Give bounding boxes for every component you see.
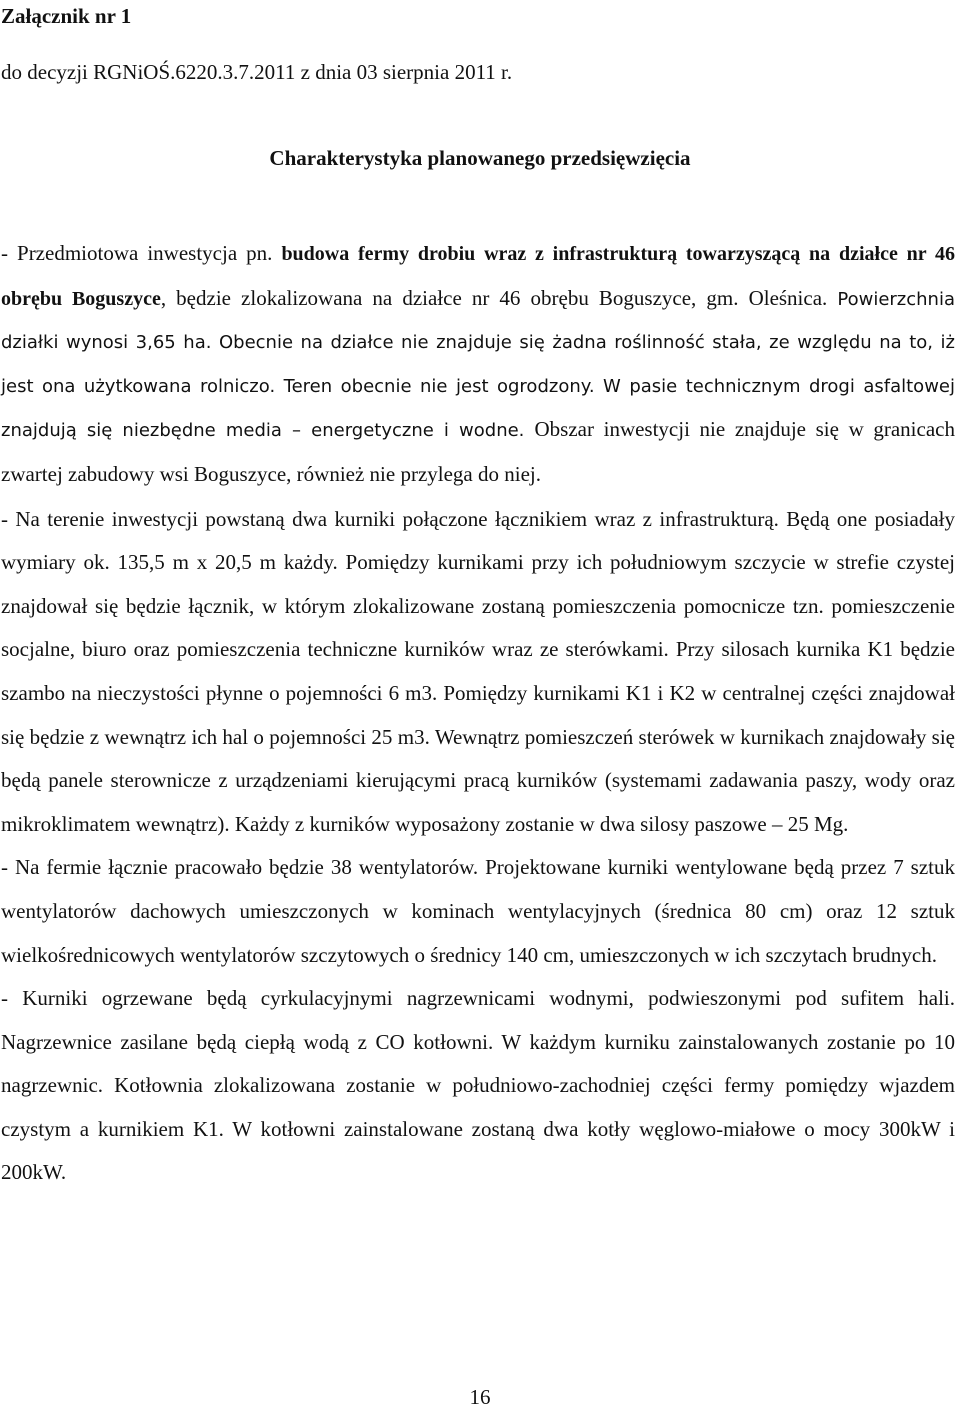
paragraph-ventilation: - Na fermie łącznie pracowało będzie 38 wentylatorów. Projektowane kurniki wentylowane będą przez 7 sztuk wentylatorów dachowych umieszczonych w kominach wentylacyjnych (średnica 80 cm) oraz 12 sztuk wielkośrednicowych wentylatorów szczytowych o średnicy 140 cm, umieszczonych w ich szczytach brudnych. — [1, 855, 955, 967]
paragraph-investment-location — [1, 232, 955, 498]
annex-title: Załącznik nr 1 — [1, 4, 132, 28]
location-text: , będzie zlokalizowana na działce nr 46 obrębu Boguszyce, gm. Oleśnica. — [160, 285, 838, 310]
document-body — [1, 232, 955, 1195]
area-boundary-text: Obszar inwestycji nie znajduje się w granicach zwartej zabudowy wsi Boguszyce, również nie przylega do niej. — [1, 417, 955, 486]
investment-name: budowa fermy drobiu wraz z infrastrukturą towarzyszącą na działce nr 46 obrębu Boguszyce — [1, 243, 955, 310]
paragraph-lead: - Przedmiotowa inwestycja pn. — [1, 241, 282, 265]
section-title: Charakterystyka planowanego przedsięwzięcia — [269, 146, 691, 170]
decision-reference: do decyzji RGNiOŚ.6220.3.7.2011 z dnia 03 sierpnia 2011 r. — [1, 60, 513, 84]
page-number: 16 — [469, 1385, 491, 1409]
paragraph-heating: - Kurniki ogrzewane będą cyrkulacyjnymi nagrzewnicami wodnymi, podwieszonymi pod sufitem hali. Nagrzewnice zasilane będą ciepłą wodą z CO kotłowni. W każdym kurniku zainstalowanych zostanie po 10 nagrzewnic. Kotłownia zlokalizowana zostanie w południowo-zachodniej części fermy pomiędzy wjazdem czystym a kurnikiem K1. W kotłowni zainstalowane zostaną dwa kotły węglowo-miałowe o mocy 300kW i 200kW. — [1, 986, 955, 1185]
paragraph-poultry-houses: - Na terenie inwestycji powstaną dwa kurniki połączone łącznikiem wraz z infrastrukturą. Będą one posiadały wymiary ok. 135,5 m x 20,5 m każdy. Pomiędzy kurnikami przy ich południowym szczycie w strefie czystej znajdował się będzie łącznik, w którym zlokalizowane zostaną pomieszczenia pomocnicze tzn. pomieszczenie socjalne, biuro oraz pomieszczenia techniczne kurników wraz ze sterówkami. Przy silosach kurnika K1 będzie szambo na nieczystości płynne o pojemności 6 m3. Pomiędzy kurnikami K1 i K2 w centralnej części znajdował się będzie z wewnątrz ich hal o pojemności 25 m3. Wewnątrz pomieszczeń sterówek w kurnikach znajdowały się będą panele sterownicze z urządzeniami kierującymi pracą kurników (systemami zadawania paszy, wody oraz mikroklimatem wewnątrz). Każdy z kurników wyposażony zostanie w dwa silosy paszowe – 25 Mg. — [1, 506, 955, 836]
plot-description: Powierzchnia działki wynosi 3,65 ha. Obecnie na działce nie znajduje się żadna roślinność stała, ze względu na to, iż jest ona użytkowana rolniczo. Teren obecnie nie jest ogrodzony. W pasie technicznym drogi asfaltowej znajdują się niezbędne media – energetyczne i wodne. — [1, 288, 955, 442]
